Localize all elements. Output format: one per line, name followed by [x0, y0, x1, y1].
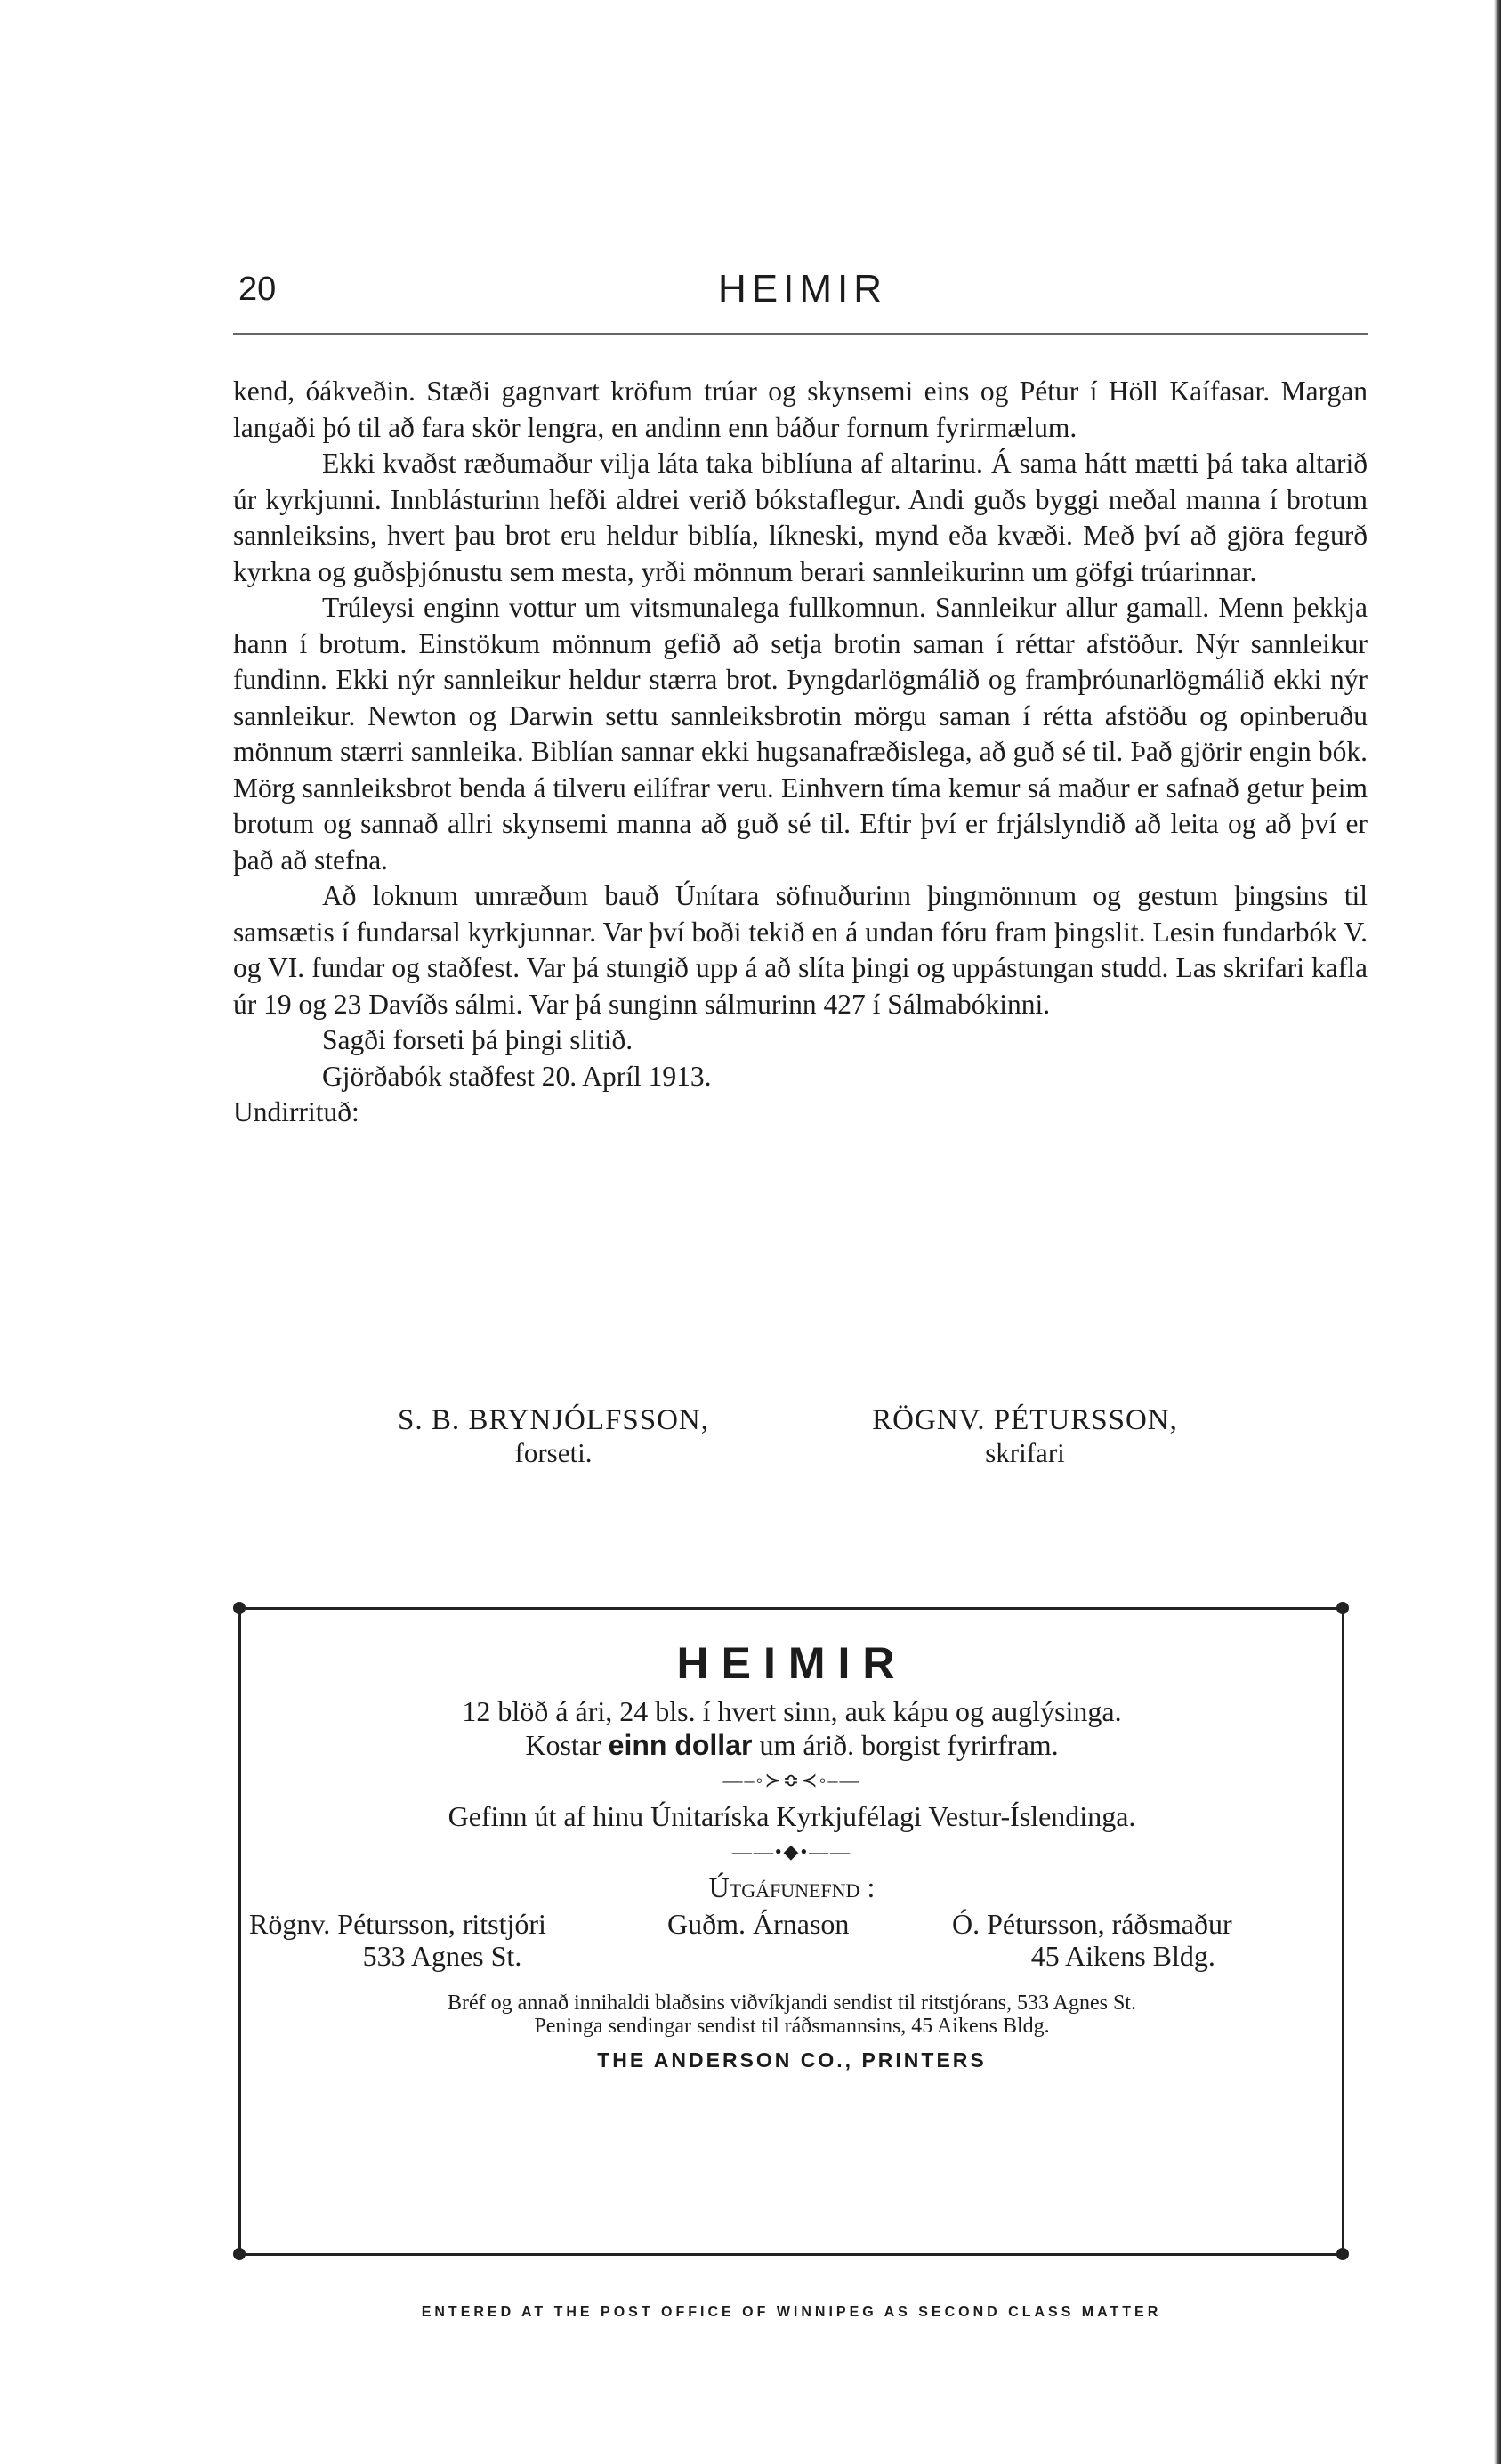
money-notice: Peninga sendingar sendist til ráðsmannsins, 45 Aikens Bldg.	[534, 2015, 1050, 2038]
member-name: Guðm. Árnason	[667, 1908, 850, 1940]
ornament-divider-icon: ——•◆•——	[731, 1840, 852, 1862]
subscription-box	[249, 1637, 1335, 2072]
committee-member	[249, 1908, 546, 1972]
article-body	[233, 374, 1368, 1131]
signature-role: skrifari	[985, 1437, 1065, 1468]
ornament-divider-icon: —–◦≻≎≺◦–—	[722, 1769, 861, 1791]
corner-ornament-icon	[233, 1602, 246, 1614]
box-publisher: Gefinn út af hinu Únitaríska Kyrkjufélagi Vestur-Íslendinga.	[448, 1800, 1136, 1832]
running-title: HEIMIR	[718, 267, 887, 311]
price-amount: einn dollar	[608, 1729, 753, 1761]
paragraph: Að loknum umræðum bauð Únítara söfnuðurinn þingmönnum og gestum þingsins til samsætis í fundarsal kyrkjunnar. Var því boði tekið en á undan fóru fram þingslit. Lesin fundarbók V. og VI. fundar og staðfest. Var þá stungið upp á að slíta þingi og uppástungan studd. Las skrifari kafla úr 19 og 23 Davíðs sálmi. Var þá sunginn sálmurinn 427 í Sálmabókinni.	[233, 880, 1368, 1020]
member-address: 533 Agnes St.	[362, 1940, 522, 1972]
member-name: Rögnv. Pétursson, ritstjóri	[249, 1908, 546, 1940]
member-name: Ó. Pétursson, ráðsmaður	[952, 1908, 1232, 1940]
signature-role: forseti.	[514, 1437, 593, 1468]
letters-notice: Bréf og annað innihaldi blaðsins viðvíkjandi sendist til ritstjórans, 533 Agnes St.	[448, 1991, 1136, 2015]
paragraph: Trúleysi enginn vottur um vitsmunalega fullkomnun. Sannleikur allur gamall. Menn þekkja hann í brotum. Einstökum mönnum gefið að setja brotin saman í réttar afstöður. Nýr sannleikur fundinn. Ekki nýr sannleikur heldur stærra brot. Þyngdarlögmálið og framþróunarlögmálið ekki nýr sannleikur. Newton og Darwin settu sannleiksbrotin mörgu saman í rétta afstöðu og opinberuðu mönnum stærri sannleika. Biblían sannar ekki hugsanafræðislega, að guð sé til. Það gjörir engin bók. Mörg sannleiksbrot benda á tilveru eilífrar veru. Einhvern tíma kemur sá maður er safnað getur þeim brotum og sannað allri skynsemi manna að guð sé til. Eftir því er frjálslyndið að leita og að því er það að stefna.	[233, 592, 1368, 876]
signature-secretary	[820, 1404, 1230, 1469]
committee-member	[667, 1908, 849, 1940]
committee-list	[249, 1908, 1335, 1979]
page-edge-shadow	[1494, 0, 1501, 2464]
signature-president	[358, 1404, 749, 1469]
corner-ornament-icon	[233, 2248, 246, 2260]
corner-ornament-icon	[1336, 2248, 1349, 2260]
signatures	[233, 1404, 1368, 1484]
page-header	[238, 267, 1367, 320]
box-title: HEIMIR	[676, 1638, 908, 1688]
printer-credit: THE ANDERSON CO., PRINTERS	[597, 2048, 987, 2072]
box-border-bottom	[238, 2253, 1342, 2256]
corner-ornament-icon	[1336, 1602, 1349, 1614]
committee-member	[952, 1908, 1232, 1972]
committee-label: Útgáfunefnd :	[708, 1871, 876, 1903]
header-rule	[233, 333, 1368, 335]
box-border-right	[1342, 1607, 1344, 2255]
price-prefix: Kostar	[525, 1729, 601, 1761]
box-border-left	[238, 1607, 241, 2255]
page-number: 20	[238, 271, 277, 308]
box-border-top	[238, 1607, 1342, 1610]
price-suffix: um árið. borgist fyrirfram.	[759, 1729, 1059, 1761]
paragraph: Ekki kvaðst ræðumaður vilja láta taka biblíuna af altarinu. Á sama hátt mætti þá taka altarið úr kyrkjunni. Innblásturinn hefði aldrei verið bókstaflegur. Andi guðs byggi meðal manna í brotum sannleiksins, hvert þau brot eru heldur biblía, líkneski, mynd eða kvæði. Með því að gjöra fegurð kyrkna og guðsþjónustu sem mesta, yrði mönnum berari sannleikurinn um göfgi trúarinnar.	[233, 448, 1368, 587]
member-address: 45 Aikens Bldg.	[1030, 1940, 1215, 1972]
paragraph: kend, óákveðin. Stæði gagnvart kröfum trúar og skynsemi eins og Pétur í Höll Kaífasar. Margan langaði þó til að fara skör lengra, en andinn enn báður fornum fyrirmælum.	[233, 376, 1368, 443]
postal-entry-notice: ENTERED AT THE POST OFFICE OF WINNIPEG AS SECOND CLASS MATTER	[421, 2305, 1162, 2320]
signature-name: S. B. BRYNJÓLFSSON,	[397, 1404, 710, 1436]
paragraph: Gjörðabók staðfest 20. Apríl 1913.	[322, 1060, 712, 1092]
box-terms: 12 blöð á ári, 24 bls. í hvert sinn, auk kápu og auglýsinga.	[462, 1695, 1122, 1727]
box-price	[249, 1728, 1335, 1762]
paragraph: Sagði forseti þá þingi slitið.	[322, 1024, 633, 1055]
signature-label: Undirrituð:	[233, 1096, 359, 1127]
signature-name: RÖGNV. PÉTURSSON,	[872, 1404, 1178, 1436]
